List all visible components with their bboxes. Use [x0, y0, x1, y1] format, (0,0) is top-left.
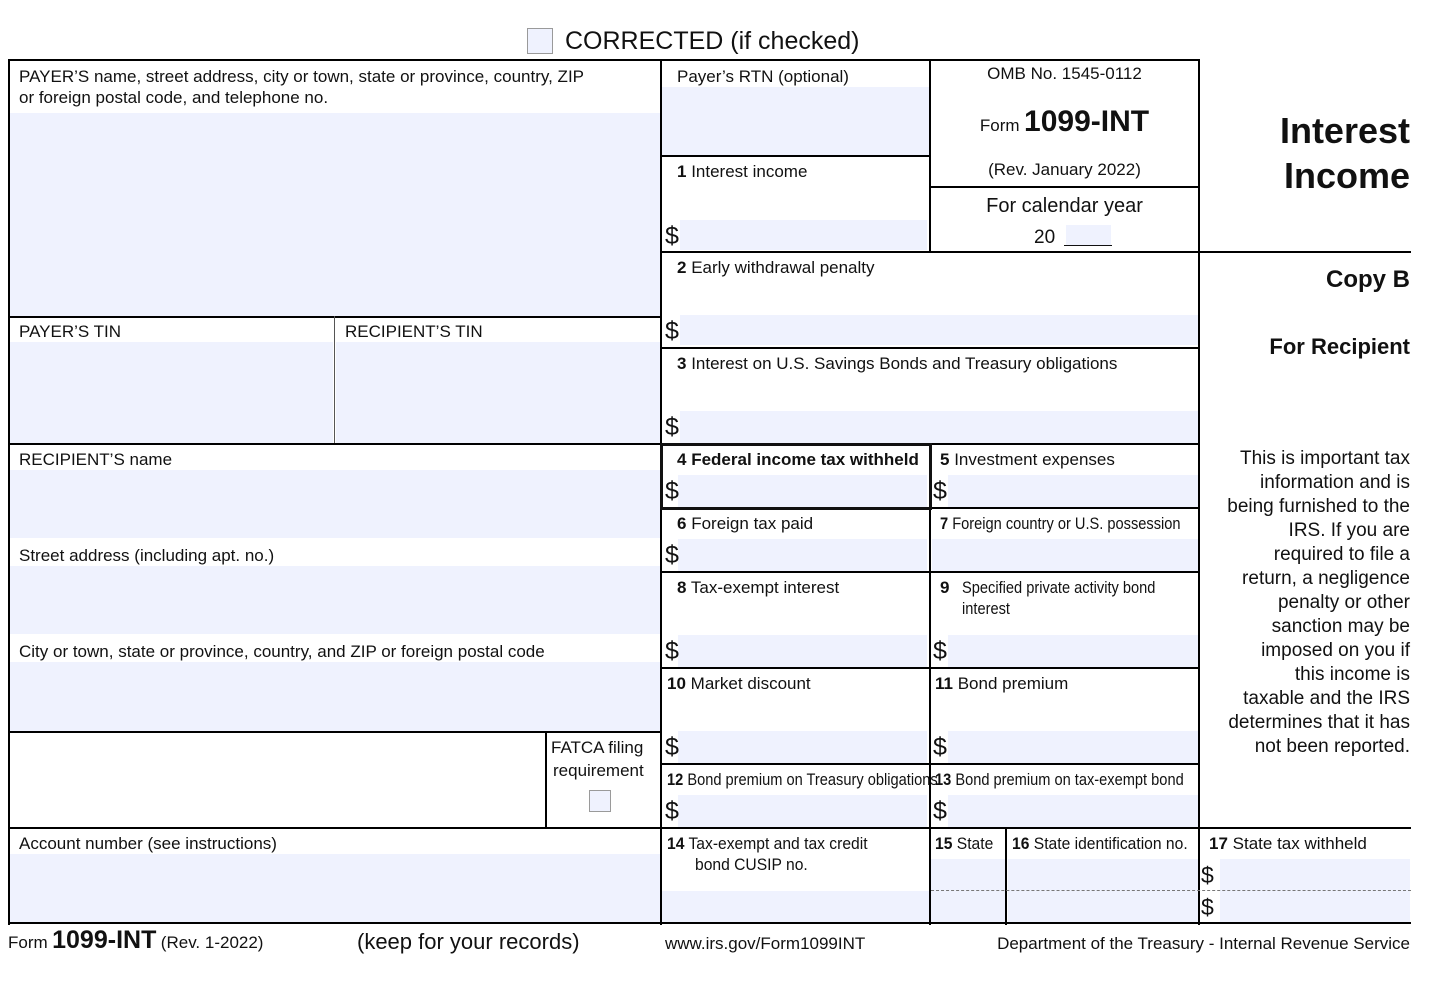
dollar-sign: $: [933, 733, 947, 761]
dollar-sign: $: [665, 637, 679, 665]
box15-input-2[interactable]: [932, 894, 1004, 920]
footer-department: Department of the Treasury - Internal Revenue Service: [997, 934, 1410, 953]
rule: [8, 731, 661, 733]
street-label: Street address (including apt. no.): [19, 546, 275, 565]
box2-input[interactable]: [682, 316, 1196, 344]
payer-name-input[interactable]: [14, 120, 654, 148]
payer-tin-input[interactable]: [14, 378, 330, 408]
rule: [8, 59, 10, 925]
footer-keep-note: (keep for your records): [357, 929, 580, 954]
payer-rtn-input[interactable]: [664, 105, 926, 135]
form-id: [931, 105, 1198, 139]
box13-input[interactable]: [950, 796, 1196, 824]
box9-label-line1: Specified private activity bond: [962, 578, 1156, 597]
box14-input[interactable]: [664, 893, 926, 920]
year-input[interactable]: [1064, 224, 1112, 246]
for-recipient-label: For Recipient: [1269, 334, 1410, 359]
payer-rtn-label: Payer’s RTN (optional): [677, 67, 849, 86]
box14-label-line1: 14 Tax-exempt and tax credit: [667, 834, 868, 853]
payer-tin-label: PAYER’S TIN: [19, 322, 122, 341]
dollar-sign: $: [665, 222, 679, 250]
box5-input[interactable]: [950, 476, 1196, 504]
payer-name-label-line2: or foreign postal code, and telephone no.: [19, 88, 329, 107]
form-title-line2: Income: [1283, 155, 1410, 196]
box7-label: 7 Foreign country or U.S. possession: [940, 514, 1181, 533]
rule: [545, 731, 547, 828]
recipient-name-input[interactable]: [14, 488, 654, 518]
calendar-year-label: For calendar year: [986, 195, 1143, 217]
box6-label: 6 Foreign tax paid: [677, 514, 814, 533]
dollar-sign: $: [933, 477, 947, 505]
corrected-checkbox[interactable]: [527, 28, 553, 54]
rule: [8, 922, 1411, 924]
form-revision: (Rev. January 2022): [988, 160, 1141, 179]
rule: [660, 251, 1411, 253]
dollar-sign: $: [665, 733, 679, 761]
rule: [929, 186, 1199, 188]
rule: [1005, 827, 1007, 925]
account-input[interactable]: [14, 872, 654, 902]
fatca-checkbox[interactable]: [589, 790, 611, 812]
box3-input[interactable]: [682, 412, 1196, 440]
box8-label: 8 Tax-exempt interest: [677, 578, 840, 597]
box17-input-1[interactable]: [1220, 862, 1408, 888]
corrected-label: CORRECTED (if checked): [565, 27, 860, 55]
city-input[interactable]: [14, 680, 654, 710]
box8-input[interactable]: [682, 636, 926, 664]
dollar-sign: $: [1201, 894, 1214, 920]
box1-label: 1 Interest income: [677, 162, 808, 181]
box6-input[interactable]: [682, 540, 926, 568]
recipient-tin-label: RECIPIENT’S TIN: [345, 322, 483, 341]
box7-input[interactable]: [934, 540, 1196, 568]
rule: [8, 443, 661, 445]
account-label: Account number (see instructions): [19, 834, 277, 853]
box11-label: 11 Bond premium: [935, 674, 1069, 693]
dollar-sign: $: [665, 541, 679, 569]
dollar-sign: $: [665, 797, 679, 825]
box16-label: 16 State identification no.: [1012, 834, 1188, 853]
street-input[interactable]: [14, 584, 654, 614]
notice-text: This is important tax information and is being furnished to the IRS. If you are required to file a return, a negligence penalty or other sanction may be imposed on you if this income is taxable and the IRS determines that it has not been reported.: [1227, 448, 1410, 757]
rule: [8, 827, 1411, 829]
box4-input[interactable]: [682, 476, 926, 504]
box12-label: 12 Bond premium on Treasury obligations: [667, 770, 938, 789]
form-name: 1099-INT: [1024, 105, 1150, 138]
dollar-sign: $: [933, 637, 947, 665]
box3-label: 3 Interest on U.S. Savings Bonds and Treasury obligations: [677, 354, 1118, 373]
rule: [334, 316, 335, 444]
box10-input[interactable]: [682, 732, 926, 760]
box16-input-2[interactable]: [1009, 894, 1196, 920]
year-prefix: 20: [1034, 227, 1056, 248]
fatca-label-line1: FATCA filing: [551, 738, 644, 757]
dollar-sign: $: [665, 413, 679, 441]
dollar-sign: $: [933, 797, 947, 825]
fatca-label-line2: requirement: [553, 761, 644, 780]
footer-form-id: Form 1099-INT (Rev. 1-2022): [8, 926, 264, 954]
recipient-name-label: RECIPIENT’S name: [19, 450, 173, 469]
box10-label: 10 Market discount: [667, 674, 811, 693]
box15-label: 15 State: [935, 834, 994, 853]
footer-url: www.irs.gov/Form1099INT: [665, 934, 866, 953]
dollar-sign: $: [665, 317, 679, 345]
box16-input-1[interactable]: [1009, 862, 1196, 888]
payer-name-label-line1: PAYER’S name, street address, city or town, state or province, country, ZIP: [19, 67, 585, 86]
recipient-tin-input[interactable]: [340, 378, 656, 408]
city-label: City or town, state or province, country, and ZIP or foreign postal code: [19, 642, 545, 661]
box9-number: 9: [940, 578, 950, 597]
box13-label: 13 Bond premium on tax-exempt bond: [935, 770, 1184, 789]
state-row-divider: [931, 890, 1411, 891]
rule: [660, 347, 1199, 349]
box17-label: 17 State tax withheld: [1209, 834, 1367, 853]
box12-input[interactable]: [682, 796, 926, 824]
form-prefix: Form: [979, 116, 1020, 135]
box14-label-line2: bond CUSIP no.: [695, 855, 808, 874]
box11-input[interactable]: [950, 732, 1196, 760]
box2-label: 2 Early withdrawal penalty: [677, 258, 875, 277]
dollar-sign: $: [665, 477, 679, 505]
rule: [8, 59, 1200, 61]
box17-input-2[interactable]: [1220, 894, 1408, 920]
copy-label: Copy B: [1326, 266, 1410, 293]
rule: [929, 443, 931, 925]
box15-input-1[interactable]: [932, 862, 1004, 888]
form-title-line1: Interest: [1279, 110, 1410, 151]
omb-number: OMB No. 1545-0112: [987, 64, 1142, 83]
box1-input[interactable]: [682, 221, 926, 249]
rule: [660, 155, 930, 157]
box9-label-line2: interest: [962, 599, 1010, 618]
dollar-sign: $: [1201, 862, 1214, 888]
box5-label: 5 Investment expenses: [940, 450, 1115, 469]
box4-label: 4 Federal income tax withheld: [677, 450, 919, 469]
box9-input[interactable]: [950, 636, 1196, 664]
